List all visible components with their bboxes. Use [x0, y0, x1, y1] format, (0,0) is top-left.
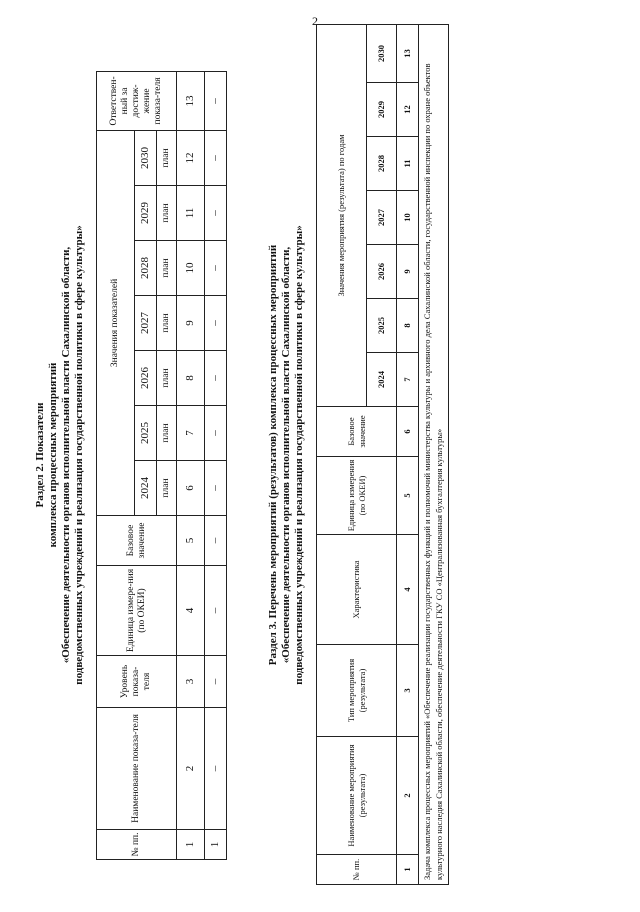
- col-number: 5: [177, 516, 205, 566]
- task-description: Задача комплекса процессных мероприятий «Обеспечение реализации государственных функций и полномочий министерства культуры и архивного дела Сахалинской области, государственной инспекции по охране объектов культурного наследия Сахалинской области, обеспечение деятельности ГКУ СО «Централизованная бухгалтерия культуры»: [419, 24, 449, 884]
- activities-table: [316, 24, 449, 885]
- year-2025: 2025: [135, 406, 157, 461]
- col-number: 4: [397, 535, 419, 645]
- header-activity-name: Наименование мероприятия (результата): [317, 737, 397, 855]
- col-number: 1: [397, 855, 419, 885]
- year-2029: 2029: [135, 186, 157, 241]
- col-number: 9: [397, 245, 419, 299]
- col-number: 10: [397, 191, 419, 245]
- col-number: 13: [397, 24, 419, 82]
- plan-label: план: [157, 296, 177, 351]
- plan-label: план: [157, 351, 177, 406]
- header-unit: Единица измере-ния (по ОКЕИ): [97, 566, 177, 656]
- page-number: 2: [312, 14, 318, 28]
- year-2024: 2024: [135, 461, 157, 516]
- col-number: 5: [397, 457, 419, 535]
- table-row: [205, 71, 227, 859]
- year-2024: 2024: [367, 353, 397, 407]
- col-number: 2: [397, 737, 419, 855]
- header-indicator-name: Наименование показа-теля: [97, 708, 177, 830]
- col-number: 2: [177, 708, 205, 830]
- year-2026: 2026: [367, 245, 397, 299]
- year-2030: 2030: [367, 24, 397, 82]
- header-characteristic: Характеристика: [317, 535, 397, 645]
- table-row: [419, 24, 449, 884]
- cell: –: [205, 656, 227, 708]
- plan-label: план: [157, 461, 177, 516]
- header-responsible: Ответствен-ный за достиж-жение показа-теля: [97, 71, 177, 130]
- header-unit: Единица измерения (по ОКЕИ): [317, 457, 397, 535]
- cell: –: [205, 566, 227, 656]
- col-number: 11: [177, 186, 205, 241]
- header-num: № пп.: [317, 855, 397, 885]
- col-number: 8: [397, 299, 419, 353]
- cell: –: [205, 708, 227, 830]
- rotated-page-body: [30, 25, 590, 885]
- year-2025: 2025: [367, 299, 397, 353]
- col-number: 7: [177, 406, 205, 461]
- section2-subtitle-3: подведомственных учреждений и реализация государственной политики в сфере культуры»: [73, 225, 85, 685]
- col-number: 11: [397, 137, 419, 191]
- col-number: 12: [177, 130, 205, 185]
- table-row: [397, 24, 419, 884]
- cell: –: [205, 186, 227, 241]
- cell: –: [205, 241, 227, 296]
- section2-heading: [34, 25, 86, 885]
- year-2028: 2028: [367, 137, 397, 191]
- cell: –: [205, 71, 227, 130]
- indicators-table: [96, 71, 227, 860]
- col-number: 9: [177, 296, 205, 351]
- cell: –: [205, 461, 227, 516]
- col-number: 10: [177, 241, 205, 296]
- header-values-by-year: Значения мероприятия (результата) по годам: [317, 24, 367, 406]
- col-number: 6: [397, 407, 419, 457]
- section3-subtitle-2: подведомственных учреждений и реализация государственной политики в сфере культуры»: [293, 225, 305, 685]
- col-number: 8: [177, 351, 205, 406]
- col-number: 3: [177, 656, 205, 708]
- col-number: 1: [177, 830, 205, 860]
- year-2027: 2027: [135, 296, 157, 351]
- plan-label: план: [157, 241, 177, 296]
- section3-subtitle-1: «Обеспечение деятельности органов исполнительной власти Сахалинской области,: [280, 246, 292, 664]
- year-2027: 2027: [367, 191, 397, 245]
- year-2029: 2029: [367, 83, 397, 137]
- year-2030: 2030: [135, 130, 157, 185]
- header-base: Базовое значение: [317, 407, 397, 457]
- cell: –: [205, 351, 227, 406]
- header-level: Уровень показа-теля: [97, 656, 177, 708]
- header-num: № пп.: [97, 830, 177, 860]
- section3-heading: [267, 25, 306, 885]
- section2-subtitle-2: «Обеспечение деятельности органов исполнительной власти Сахалинской области,: [60, 246, 72, 664]
- year-2026: 2026: [135, 351, 157, 406]
- col-number: 4: [177, 566, 205, 656]
- col-number: 13: [177, 71, 205, 130]
- col-number: 6: [177, 461, 205, 516]
- plan-label: план: [157, 186, 177, 241]
- header-values: Значения показателей: [97, 130, 135, 515]
- col-number: 7: [397, 353, 419, 407]
- section2-subtitle-1: комплекса процессных мероприятий: [47, 362, 59, 548]
- cell: –: [205, 130, 227, 185]
- section2-title: Раздел 2. Показатели: [34, 402, 46, 508]
- year-2028: 2028: [135, 241, 157, 296]
- header-activity-type: Тип мероприятия (результата): [317, 645, 397, 737]
- cell: –: [205, 296, 227, 351]
- cell: 1: [205, 830, 227, 860]
- cell: –: [205, 516, 227, 566]
- section3-title: Раздел 3. Перечень мероприятий (результатов) комплекса процессных мероприятий: [267, 244, 279, 666]
- col-number: 3: [397, 645, 419, 737]
- table-row: [177, 71, 205, 859]
- col-number: 12: [397, 83, 419, 137]
- header-base: Базовое значение: [97, 516, 177, 566]
- plan-label: план: [157, 130, 177, 185]
- plan-label: план: [157, 406, 177, 461]
- cell: –: [205, 406, 227, 461]
